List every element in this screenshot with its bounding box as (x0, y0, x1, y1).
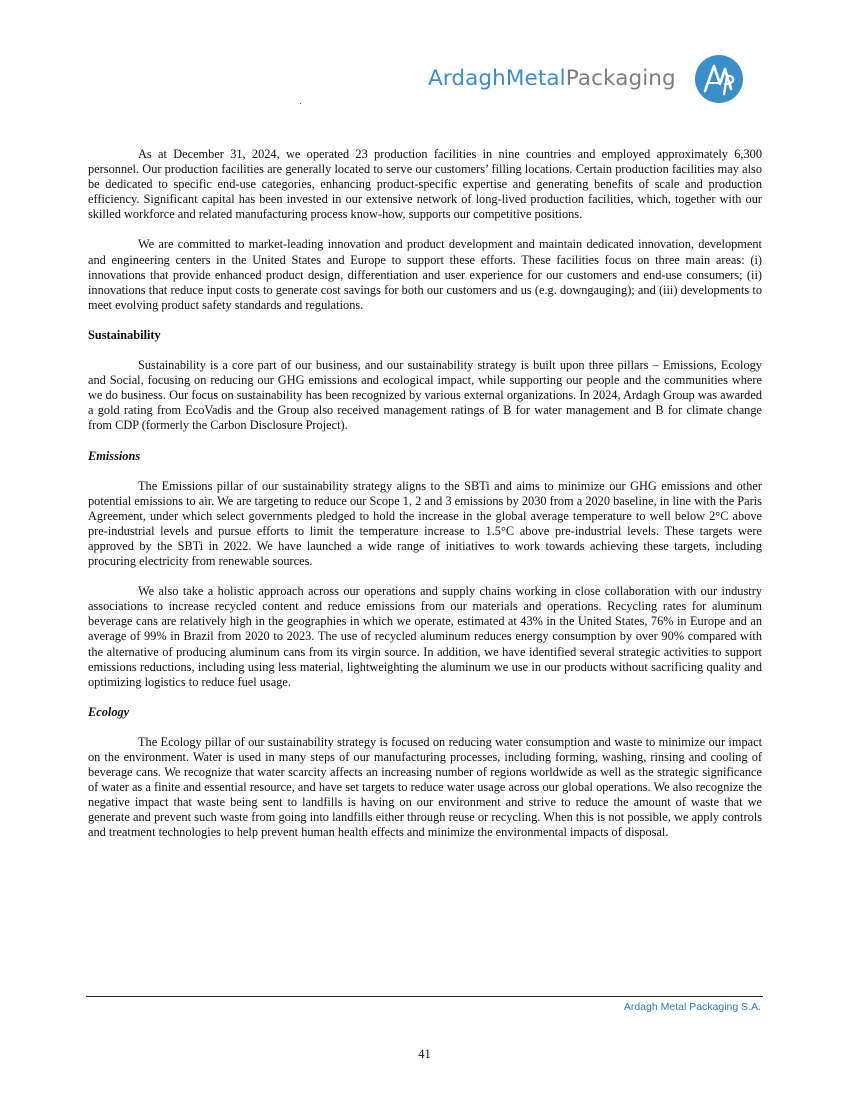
paragraph-emissions-1: The Emissions pillar of our sustainability strategy aligns to the SBTi and aims to minimize our GHG emissions and other potential emissions to air. We are targeting to reduce our Scope 1, 2 and 3 emissions by 2030 from a 2020 baseline, in line with the Paris Agreement, under which select governments pledged to hold the increase in the global average temperature to well below 2°C above pre-industrial levels and pursue efforts to limit the temperature increase to 1.5°C above pre-industrial levels. These targets were approved by the SBTi in 2022. We have launched a wide range of initiatives to work towards achieving these targets, including procuring electricity from renewable sources. (88, 478, 762, 569)
footer-divider (86, 996, 763, 997)
paragraph-innovation: We are committed to market-leading innovation and product development and maintain dedicated innovation, development and engineering centers in the United States and Europe to support these efforts. These facilities focus on three main areas: (i) innovations that provide enhanced product design, differentiation and user experience for our customers and end-use consumers; (ii) innovations that reduce input costs to generate cost savings for both our customers and us (e.g. downgauging); and (iii) developments to meet evolving product safety standards and regulations. (88, 237, 762, 312)
logo-word-metal: Metal (505, 66, 566, 91)
logo-wordmark (428, 66, 676, 91)
heading-emissions: Emissions (88, 448, 141, 463)
paragraph-ecology: The Ecology pillar of our sustainability strategy is focused on reducing water consumption and waste to minimize our impact on the environment. Water is used in many steps of our manufacturing processes, including forming, washing, rinsing and cooling of beverage cans. We recognize that water scarcity affects an increasing number of regions worldwide as well as the strategic significance of water as a finite and essential resource, and have set targets to reduce water usage across our global operations. We also recognize the negative impact that waste being sent to landfills is having on our environment and strive to reduce the amount of waste that we generate and prevent such waste from going into landfills either through reuse or recycling. When this is not possible, we apply controls and treatment technologies to help prevent human health effects and minimize the environmental impacts of disposal. (88, 734, 762, 840)
paragraph-operations: As at December 31, 2024, we operated 23 production facilities in nine countries and employed approximately 6,300 personnel. Our production facilities are generally located to serve our customers’ filling locations. Certain production facilities may also be dedicated to specific end-use categories, enhancing product-specific expertise and generating benefits of scale and production efficiency. Significant capital has been invested in our extensive network of long-lived production facilities, which, together with our skilled workforce and related manufacturing process know-how, supports our competitive positions. (88, 147, 762, 222)
footer-company-name: Ardagh Metal Packaging S.A. (623, 1001, 761, 1013)
paragraph-sustainability: Sustainability is a core part of our business, and our sustainability strategy is built upon three pillars – Emissions, Ecology and Social, focusing on reducing our GHG emissions and ecological impact, while supporting our people and the communities where we do business. Our focus on sustainability has been recognized by various external organizations. In 2024, Ardagh Group was awarded a gold rating from EcoVadis and the Group also received management ratings of B for water management and B for climate change from CDP (formerly the Carbon Disclosure Project). (88, 358, 762, 433)
logo-word-ardagh: Ardagh (428, 66, 506, 91)
heading-ecology: Ecology (88, 704, 130, 719)
brand-logo (428, 54, 748, 110)
logo-word-packaging: Packaging (565, 66, 676, 91)
body-text (88, 147, 762, 841)
heading-sustainability: Sustainability (88, 327, 161, 342)
amp-monogram-icon (694, 54, 744, 104)
page-number: 41 (418, 1047, 431, 1061)
stray-mark (300, 103, 301, 104)
paragraph-emissions-2: We also take a holistic approach across our operations and supply chains working in close collaboration with our industry associations to increase recycled content and reduce emissions from our materials and operations. Recycling rates for aluminum beverage cans are relatively high in the geographies in which we operate, estimated at 43% in the United States, 76% in Europe and an average of 99% in Brazil from 2020 to 2023. The use of recycled aluminum reduces energy consumption by over 90% compared with the alternative of producing aluminum cans from its virgin source. In addition, we have identified several strategic activities to support emissions reductions, including using less material, lightweighting the aluminum we use in our products without sacrificing quality and optimizing logistics to reduce fuel usage. (88, 584, 762, 689)
